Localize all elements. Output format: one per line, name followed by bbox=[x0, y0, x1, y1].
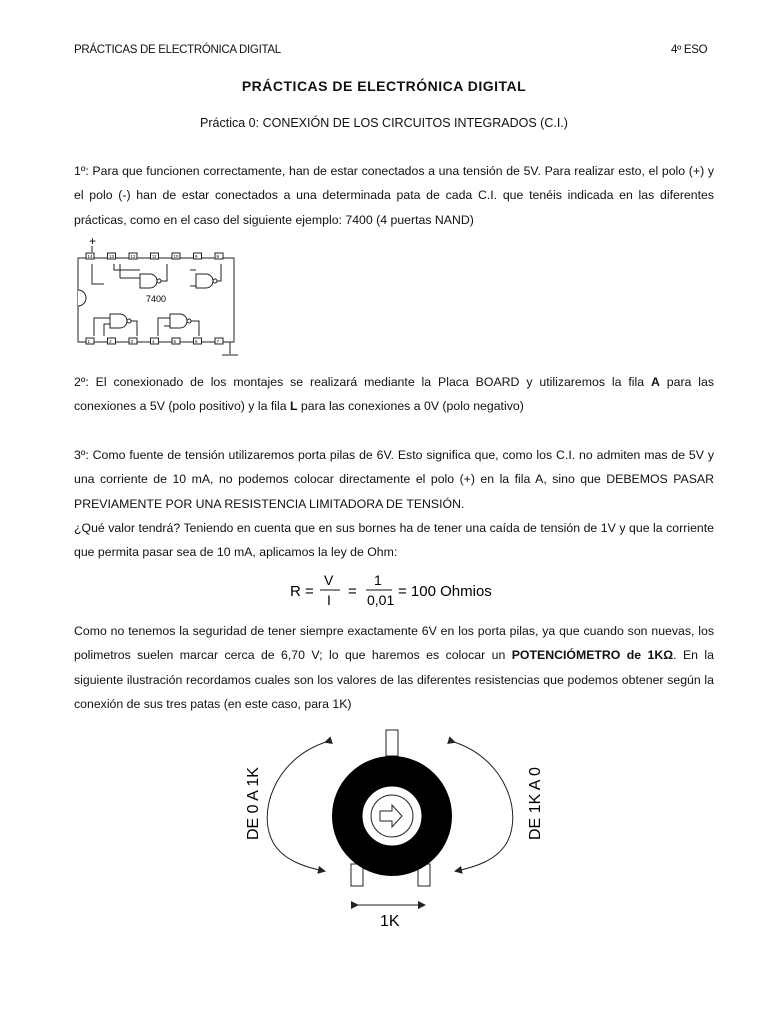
label-0-to-1k: DE 0 A 1K bbox=[245, 767, 262, 840]
pin-number: 3 bbox=[130, 339, 134, 344]
ohm-formula bbox=[288, 570, 503, 612]
page-title: PRÁCTICAS DE ELECTRÓNICA DIGITAL bbox=[241, 78, 527, 94]
formula-num-1: 1 bbox=[374, 572, 382, 588]
potentiometer-diagram bbox=[234, 724, 552, 934]
chip-label: 7400 bbox=[146, 294, 167, 304]
pin-number: 5 bbox=[173, 339, 177, 344]
ic-7400-diagram bbox=[70, 234, 245, 360]
page-subtitle: Práctica 0: CONEXIÓN DE LOS CIRCUITOS INTEGRADOS (C.I.) bbox=[200, 116, 568, 130]
pin-number: 9 bbox=[195, 254, 198, 259]
formula-result: = 100 Ohmios bbox=[398, 583, 492, 600]
pin-number: 8 bbox=[216, 254, 220, 259]
plus-label: + bbox=[89, 234, 97, 248]
pin-number: 12 bbox=[130, 254, 136, 259]
pin-number: 10 bbox=[173, 254, 179, 259]
potentiometer-term: POTENCIÓMETRO de 1KΩ bbox=[511, 648, 674, 663]
paragraph-3b: ¿Qué valor tendrá? Teniendo en cuenta que en sus bornes ha de tener una caída de tensión de 1V y que la corriente que permita pasar sea de 10 mA, aplicamos la ley de Ohm: bbox=[74, 521, 714, 560]
formula-den-i: I bbox=[327, 592, 331, 608]
pin-number: 1 bbox=[87, 339, 91, 344]
label-1k-to-0: DE 1K A 0 bbox=[527, 767, 544, 840]
paragraph-2 bbox=[74, 370, 714, 419]
formula-eq: = bbox=[348, 583, 357, 600]
paragraph-4 bbox=[74, 619, 714, 716]
pin-number: 14 bbox=[87, 254, 93, 259]
pin-number: 2 bbox=[109, 339, 112, 344]
formula-lhs: R = bbox=[290, 583, 314, 600]
row-l-label: L bbox=[290, 399, 298, 414]
pin-number: 6 bbox=[195, 339, 198, 344]
p2-text-a: 2º: El conexionado de los montajes se realizará mediante la Placa BOARD y utilizaremos la fila bbox=[74, 375, 651, 389]
label-1k: 1K bbox=[380, 913, 400, 930]
row-a-label: A bbox=[650, 375, 660, 389]
paragraph-1: 1º: Para que funcionen correctamente, han de estar conectados a una tensión de 5V. Para realizar esto, el polo (+) y el polo (-) han de estar conectados a una determinada pata de cada C.I. que tenéis indicada en las diferentes prácticas, como en el caso del siguiente ejemplo: 7400 (4 puertas NAND) bbox=[74, 164, 714, 227]
pin-number: 4 bbox=[152, 339, 155, 344]
pin-number: 13 bbox=[109, 254, 115, 259]
p2-text-e: para las conexiones a 0V (polo negativo) bbox=[297, 399, 524, 414]
formula-num-v: V bbox=[324, 572, 334, 588]
p2-text-c: para las conexiones a 5V (polo positivo) y la fila bbox=[74, 375, 714, 414]
p4-text-a: Como no tenemos la seguridad de tener siempre exactamente 6V en los porta pilas, ya que cuando son nuevas, los polimetros suelen marcar cerca de 6,70 V; lo que haremos es colocar un bbox=[74, 624, 714, 663]
running-header-right: 4º ESO bbox=[671, 44, 708, 56]
p4-text-c: . En la siguiente ilustración recordamos cuales son los valores de las diferentes resistencias que podemos obtener según la conexión de sus tres patas (en este caso, para 1K) bbox=[74, 648, 714, 711]
pin-number: 7 bbox=[216, 339, 220, 344]
pin-number: 11 bbox=[152, 254, 157, 259]
running-header-left: PRÁCTICAS DE ELECTRÓNICA DIGITAL bbox=[74, 44, 281, 56]
formula-den-001: 0,01 bbox=[367, 592, 395, 608]
paragraph-3a: 3º: Como fuente de tensión utilizaremos porta pilas de 6V. Esto significa que, como los C.I. no admiten mas de 5V y una corriente de 10 mA, no podemos colocar directamente el polo (+) en la fila A, sino que DEBEMOS PASAR PREVIAMENTE POR UNA RESISTENCIA LIMITADORA DE TENSIÓN. bbox=[74, 448, 714, 511]
